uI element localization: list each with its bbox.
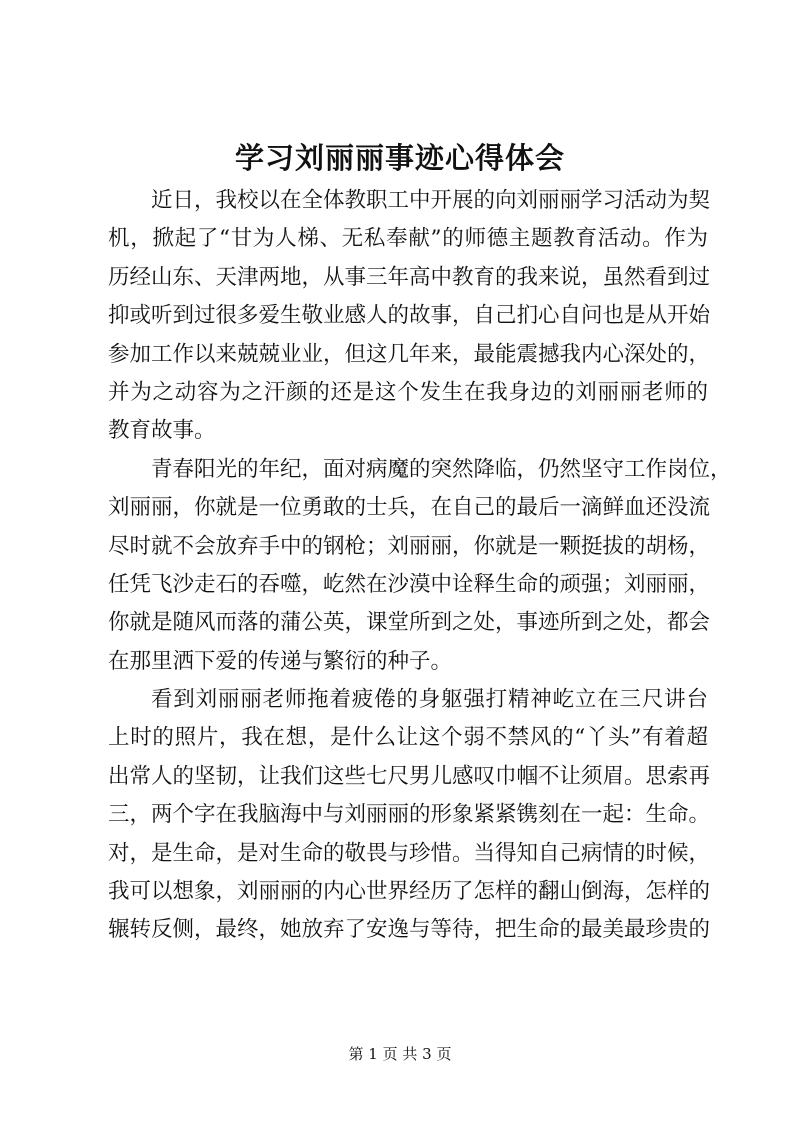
text-line: 三，两个字在我脑海中与刘丽丽的形象紧紧镌刻在一起：生命。 bbox=[108, 802, 711, 828]
text-line: 出常人的坚韧，让我们这些七尺男儿感叹巾帼不让须眉。思索再 bbox=[108, 763, 711, 789]
text-line: 辗转反侧，最终，她放弃了安逸与等待，把生命的最美最珍贵的 bbox=[108, 917, 711, 943]
text-line: 我可以想象，刘丽丽的内心世界经历了怎样的翻山倒海，怎样的 bbox=[108, 879, 711, 905]
paragraph-1 bbox=[108, 182, 711, 451]
text-line: 尽时就不会放弃手中的钢枪；刘丽丽，你就是一颗挺拔的胡杨， bbox=[108, 533, 711, 559]
text-line: 你就是随风而落的蒲公英，课堂所到之处，事迹所到之处，都会 bbox=[108, 610, 711, 636]
text-line: 参加工作以来兢兢业业，但这几年来，最能震撼我内心深处的， bbox=[108, 341, 711, 367]
text-line: 历经山东、天津两地，从事三年高中教育的我来说，虽然看到过 bbox=[108, 264, 711, 290]
text-line: 机，掀起了“甘为人梯、无私奉献”的师德主题教育活动。作为 bbox=[108, 226, 708, 252]
text-line: 抑或听到过很多爱生敬业感人的故事，自己扪心自问也是从开始 bbox=[108, 303, 711, 329]
document-body bbox=[108, 182, 732, 950]
page-number-footer: 第 1 页 共 3 页 bbox=[348, 1045, 452, 1063]
text-line: 教育故事。 bbox=[108, 418, 216, 444]
paragraph-3 bbox=[108, 681, 711, 950]
text-line: 看到刘丽丽老师拖着疲倦的身躯强打精神屹立在三尺讲台 bbox=[151, 687, 708, 713]
text-line: 刘丽丽，你就是一位勇敢的士兵，在自己的最后一滴鲜血还没流 bbox=[108, 495, 711, 521]
text-line: 近日，我校以在全体教职工中开展的向刘丽丽学习活动为契 bbox=[151, 188, 711, 213]
paragraph-2 bbox=[108, 451, 732, 681]
text-line: 上时的照片，我在想，是什么让这个弱不禁风的“丫头”有着超 bbox=[108, 725, 708, 751]
text-line: 在那里洒下爱的传递与繁衍的种子。 bbox=[108, 648, 453, 674]
text-line: 任凭飞沙走石的吞噬，屹然在沙漠中诠释生命的顽强；刘丽丽， bbox=[108, 571, 711, 597]
text-line: 并为之动容为之汗颜的还是这个发生在我身边的刘丽丽老师的 bbox=[108, 379, 708, 405]
document-title: 学习刘丽丽事迹心得体会 bbox=[234, 141, 565, 175]
text-line: 青春阳光的年纪，面对病魔的突然降临，仍然坚守工作岗位， bbox=[151, 456, 732, 482]
text-line: 对，是生命，是对生命的敬畏与珍惜。当得知自己病情的时候， bbox=[108, 840, 711, 866]
